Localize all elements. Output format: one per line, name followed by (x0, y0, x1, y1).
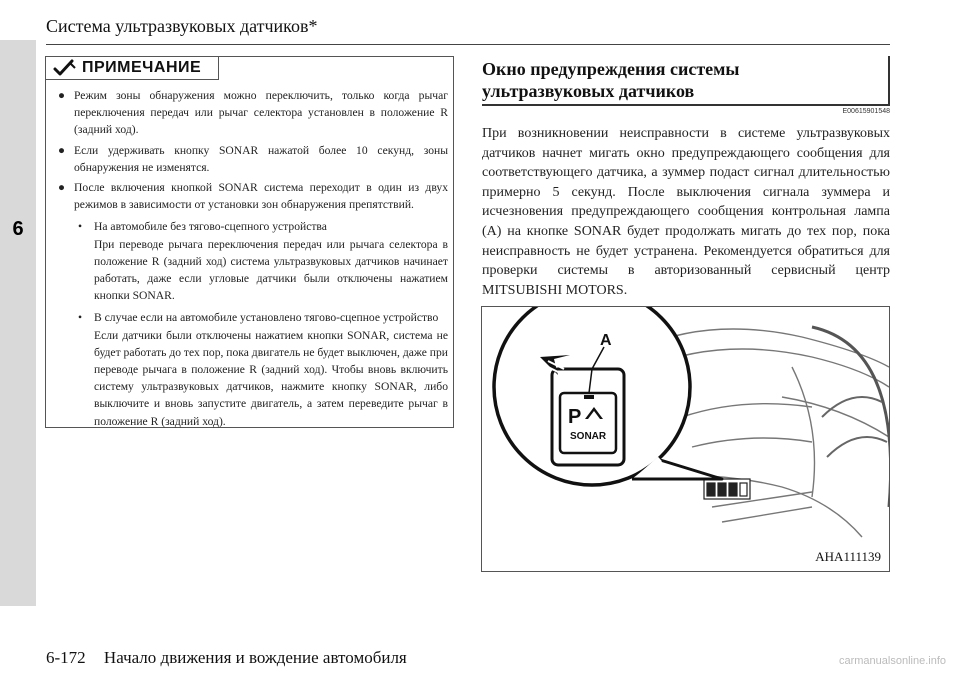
switch-panel (704, 479, 750, 499)
section-title-rule (888, 56, 890, 106)
page-number: 6-172 (46, 648, 86, 667)
section-paragraph: При возникновении неисправности в системе ультразвуковых датчиков начнет мигать окно предупреждающего сообщения для соответствующего датчика, а зуммер подаст сигнал длительностью примерно 5 секунд. После выключения сигнала зуммера и исчезновения предупреждающего сообщения контрольная лампа (A) на кнопке SONAR будет продолжать мигать до тех пор, пока неисправность не будет устранена. Рекомендуется обратиться для проверки системы в авторизованный сервисный центр MITSUBISHI MOTORS. (482, 126, 890, 298)
figure-code: AHA111139 (815, 549, 881, 564)
note-box (45, 56, 454, 428)
subitem-title: В случае если на автомобиле установлено тягово-сцепное устройство (94, 311, 439, 325)
note-subitem (78, 218, 448, 304)
note-header (46, 57, 219, 80)
header-divider (46, 44, 890, 45)
chapter-title: Начало движения и вождение автомобиля (103, 648, 407, 667)
note-title: ПРИМЕЧАНИЕ (82, 59, 202, 76)
note-subitem (78, 309, 448, 429)
note-item (58, 179, 448, 213)
dashboard-illustration (482, 307, 889, 571)
callout-label-a: A (600, 332, 612, 349)
chapter-tab-strip (0, 40, 36, 606)
note-item (58, 87, 448, 139)
section-title-underline (482, 104, 890, 106)
bullet-icon: ● (58, 143, 66, 157)
subitem-text: При переводе рычага переключения передач или рычага селектора в положение R (задний ход) система ультразвуковых датчиков начинает работать, даже если угловые датчики были отключены нажатием кнопки SONAR. (94, 237, 448, 303)
sonar-button-figure (481, 306, 890, 572)
parking-p-glyph: P (568, 406, 582, 428)
chapter-tab-number: 6 (12, 218, 24, 240)
bullet-icon: ● (58, 181, 66, 195)
subitem-text: Если датчики были отключены нажатием кнопки SONAR, система не будет работать до тех пор, пока двигатель не будет выключен, даже при переводе рычага в положение R (задний ход). Чтобы вновь включить систему ультразвуковых датчиков, нажмите кнопку SONAR, либо выключите и вновь запустите двигатель, а затем переведите рычаг в положение R (задний ход). (94, 328, 448, 428)
note-item (58, 142, 448, 176)
section-title: Окно предупреждения системы ультразвуковых датчиков (482, 59, 740, 101)
section-code: E00615901548 (842, 108, 890, 115)
subitem-title: На автомобиле без тягово-сцепного устройства (94, 220, 327, 234)
bullet-icon: ● (58, 89, 66, 102)
note-item-text: После включения кнопкой SONAR система переходит в один из двух режимов в зависимости от установки зон обнаружения препятствий. (74, 181, 448, 212)
page-header-title: Система ультразвуковых датчиков* (46, 16, 318, 36)
watermark: carmanualsonline.info (838, 655, 946, 667)
note-content (58, 87, 448, 430)
pencil-check-icon (52, 59, 78, 77)
indicator-lamp-icon (584, 395, 594, 399)
sub-bullet-icon: • (78, 311, 83, 325)
sonar-label: SONAR (570, 431, 607, 442)
note-item-text: Режим зоны обнаружения можно переключить, только когда рычаг переключения передач или рычаг селектора установлен в положение R (задний ход). (74, 89, 448, 137)
note-item-text: Если удерживать кнопку SONAR нажатой более 10 секунд, зоны обнаружения не изменятся. (74, 143, 448, 174)
page-footer (46, 648, 407, 668)
sub-bullet-icon: • (78, 220, 83, 234)
